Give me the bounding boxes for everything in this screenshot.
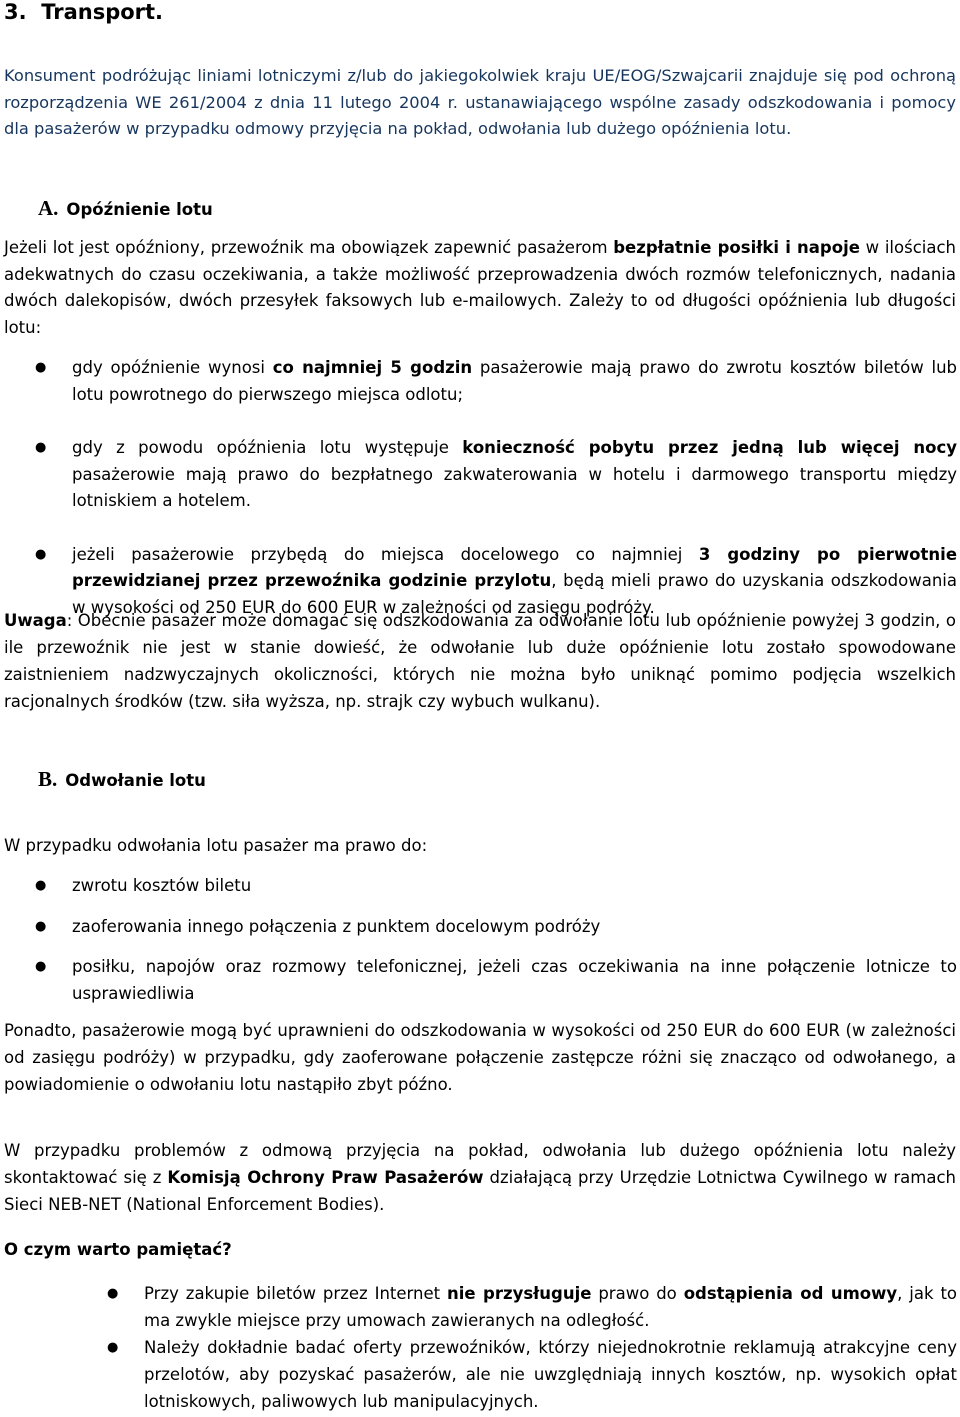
section-b-letter: B. — [38, 767, 58, 791]
list-item: ● zaoferowania innego połączenia z punktem docelowym podróży — [72, 914, 957, 941]
bold-text: co najmniej 5 godzin — [272, 358, 473, 377]
list-item — [72, 435, 957, 515]
text-run: prawo do — [591, 1284, 684, 1303]
section-b-list — [72, 873, 957, 1007]
text-run: gdy opóźnienie wynosi — [72, 358, 273, 377]
list-item — [144, 1280, 957, 1334]
bold-text: nie przysługuje — [447, 1284, 592, 1303]
text-run: Przy zakupie biletów przez Internet — [144, 1284, 448, 1303]
bold-text: konieczność pobytu przez jedną lub więcej nocy — [462, 438, 958, 457]
section-b-heading — [38, 767, 206, 792]
section-a-title: Opóźnienie lotu — [66, 200, 213, 219]
text-run: W przypadku problemów z odmową przyjęcia na pokład, odwołania lub dużego opóźnienia lotu należy skontaktować się z — [4, 1141, 956, 1187]
list-item — [144, 1334, 957, 1415]
bold-text: bezpłatnie posiłki i napoje — [613, 238, 860, 257]
text-run: Jeżeli lot jest opóźniony, przewoźnik ma obowiązek zapewnić pasażerom — [4, 238, 614, 257]
list-item — [72, 355, 957, 408]
text-run: , jak to ma zwykle miejsce przy umowach zawieranych na odległość. — [144, 1284, 958, 1330]
remember-heading: O czym warto pamiętać? — [4, 1240, 232, 1259]
remember-list — [144, 1280, 957, 1415]
section-b-title: Odwołanie lotu — [65, 771, 206, 790]
list-item: ● posiłku, napojów oraz rozmowy telefonicznej, jeżeli czas oczekiwania na inne połączenie lotnicze to usprawiedliwia — [72, 954, 957, 1007]
section-a-letter: A. — [38, 196, 59, 220]
text-run: działającą przy Urzędzie Lotnictwa Cywilnego w ramach Sieci NEB-NET (National Enforcement Bodies). — [4, 1168, 956, 1214]
intro-paragraph: Konsument podróżując liniami lotniczymi z/lub do jakiegokolwiek kraju UE/EOG/Szwajcarii znajduje się pod ochroną rozporządzenia WE 261/2004 z dnia 11 lutego 2004 r. ustanawiającego wspólne zasady odszkodowania i pomocy dla pasażerów w przypadku odmowy przyjęcia na pokład, odwołania lub dużego opóźnienia lotu. — [4, 66, 956, 138]
note-paragraph — [4, 607, 956, 715]
text-run: pasażerowie mają prawo do zwrotu kosztów biletów lub lotu powrotnego do pierwszego miejsca odlotu; — [72, 358, 958, 404]
bold-text: odstąpienia od umowy — [683, 1284, 898, 1303]
bold-text: Komisją Ochrony Praw Pasażerów — [167, 1168, 484, 1187]
text-run: , będą mieli prawo do uzyskania odszkodowania w wysokości od 250 EUR do 600 EUR w zależności od zasięgu podróży. — [72, 571, 957, 617]
bold-text: 3 godziny po pierwotnie przewidzianej przez przewoźnika godzinie przylotu — [72, 544, 958, 590]
text-run: Należy dokładnie badać oferty przewoźników, którzy niejednokrotnie reklamują atrakcyjne ceny przelotów, aby pozyskać pasażerów, ale nie uwzględniają innych kosztów, np. wysokich opłat lotniskowych, paliwowych lub manipulacyjnych. — [144, 1338, 957, 1411]
page-title: 3. Transport. — [4, 0, 164, 24]
note-label: Uwaga — [4, 611, 67, 630]
text-run: w ilościach adekwatnych do czasu oczekiwania, a także możliwość przeprowadzenia dwóch rozmów telefonicznych, nadania dwóch dalekopisów, dwóch przesyłek faksowych lub e-mailowych. Zależy to od długości opóźnienia lub długości lotu: — [4, 238, 956, 337]
section-b-paragraph-2 — [4, 1137, 956, 1218]
text-run: pasażerowie mają prawo do bezpłatnego zakwaterowania w hotelu i darmowego transportu między lotniskiem a hotelem. — [72, 464, 957, 510]
text-run: gdy z powodu opóźnienia lotu występuje — [72, 438, 463, 457]
section-a-paragraph — [4, 235, 956, 341]
text-run: jeżeli pasażerowie przybędą do miejsca docelowego co najmniej — [72, 544, 699, 564]
list-item: ● zwrotu kosztów biletu — [72, 873, 957, 900]
section-a-list — [72, 355, 957, 621]
section-b-lead: W przypadku odwołania lotu pasażer ma prawo do: — [4, 836, 428, 855]
text-run: : Obecnie pasażer może domagać się odszkodowania za odwołanie lotu lub opóźnienie powyżej 3 godzin, o ile przewoźnik nie jest w stanie dowieść, że odwołanie lub duże opóźnienie lotu zostało spowodowane zaistnieniem nadzwyczajnych okoliczności, których nie można było uniknąć pomimo podjęcia wszelkich racjonalnych środków (tzw. siła wyższa, np. strajk czy wybuch wulkanu). — [4, 611, 956, 711]
section-b-paragraph-1: Ponadto, pasażerowie mogą być uprawnieni do odszkodowania w wysokości od 250 EUR do 600 EUR (w zależności od zasięgu podróży) w przypadku, gdy zaoferowane połączenie zastępcze różni się znacząco od odwołanego, a powiadomienie o odwołaniu lotu nastąpiło zbyt późno. — [4, 1021, 956, 1094]
section-a-heading — [38, 196, 213, 221]
